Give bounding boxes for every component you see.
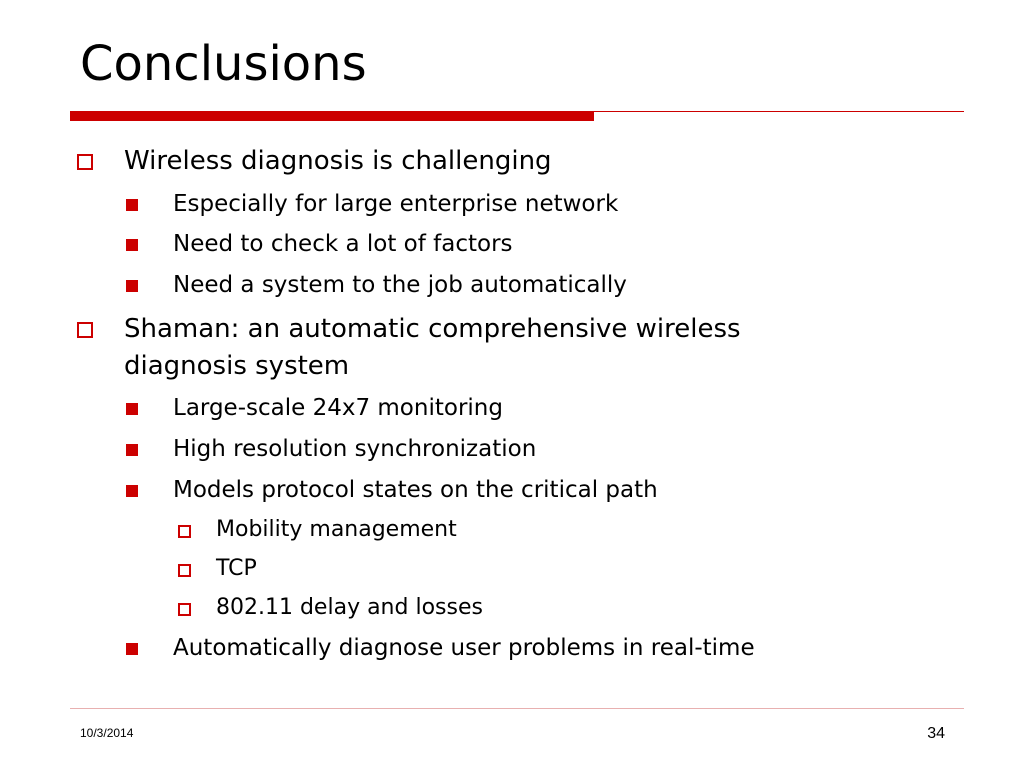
sub-bullet-item: Large-scale 24x7 monitoring [173, 395, 503, 421]
solid-square-bullet-icon [126, 280, 138, 292]
sub-bullet-item: Automatically diagnose user problems in real-time [173, 635, 755, 661]
page-number: 34 [927, 725, 945, 742]
sub-bullet-item: Need a system to the job automatically [173, 272, 627, 298]
solid-square-bullet-icon [126, 485, 138, 497]
sub-sub-bullet-item: Mobility management [216, 517, 457, 542]
bullet-item: Wireless diagnosis is challenging [124, 146, 552, 176]
footer-divider [70, 708, 964, 709]
hollow-square-bullet-icon [178, 603, 191, 616]
sub-bullet-item: Need to check a lot of factors [173, 231, 513, 257]
hollow-square-bullet-icon [178, 564, 191, 577]
solid-square-bullet-icon [126, 643, 138, 655]
title-underline-thick [70, 111, 594, 121]
bullet-item-line2: diagnosis system [124, 351, 350, 381]
solid-square-bullet-icon [126, 444, 138, 456]
solid-square-bullet-icon [126, 199, 138, 211]
hollow-square-bullet-icon [77, 322, 93, 338]
solid-square-bullet-icon [126, 239, 138, 251]
sub-sub-bullet-item: TCP [216, 556, 257, 581]
solid-square-bullet-icon [126, 403, 138, 415]
sub-bullet-item: Especially for large enterprise network [173, 191, 619, 217]
sub-bullet-item: Models protocol states on the critical path [173, 477, 658, 503]
hollow-square-bullet-icon [178, 525, 191, 538]
title-underline-thin [594, 111, 964, 112]
sub-bullet-item: High resolution synchronization [173, 436, 537, 462]
hollow-square-bullet-icon [77, 154, 93, 170]
slide-title: Conclusions [80, 36, 367, 92]
bullet-item-line1: Shaman: an automatic comprehensive wireless [124, 314, 741, 344]
footer-date: 10/3/2014 [80, 726, 134, 740]
sub-sub-bullet-item: 802.11 delay and losses [216, 595, 483, 620]
